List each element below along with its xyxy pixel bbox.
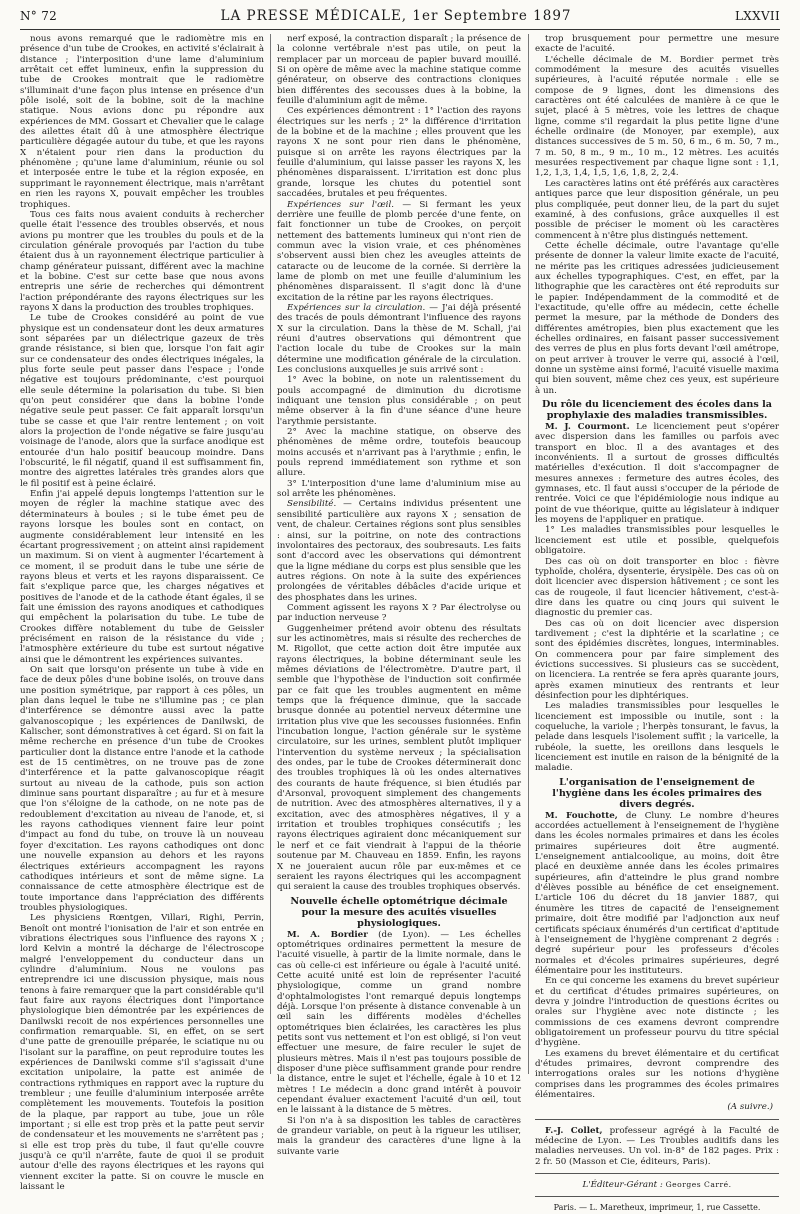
paragraph-text: — Certains individus présentent une sensibilité particulière aux rayons X ; sensation de vent, de chaleur. Certaines régions sont plus sensibles : ainsi, sur la poitrine, on note des contractions involontaires des pectoraux, des soubresauts. Les faits sont d'accord avec les observations qui démontrent que la ligne médiane du corps est plus sensible que les autres régions. On note à la suite des expériences prolongées de véritables débâcles d'acide urique et des phosphates dans les urines. bbox=[277, 499, 521, 603]
header-rule bbox=[20, 29, 780, 30]
printer-imprint: Paris. — L. Maretheux, imprimeur, 1, rue Cassette. bbox=[553, 1203, 761, 1213]
paragraph-text: — J'ai déjà présenté des tracés de pouls démontrant l'influence des rayons X sur la circulation. Dans la thèse de M. Schall, j'ai réuni d'autres observations qui démontrent que l'action locale du tube de Crookes sur la main détermine une modification générale de la circulation. Les conclusions auxquelles je suis arrivé sont : bbox=[277, 302, 521, 375]
paragraph bbox=[535, 811, 779, 977]
paragraph: 1° Avec la bobine, on note un ralentissement du pouls accompagné de diminution du dicrotisme indiquant une tension plus considérable ; on peut même observer à la fin d'une séance d'une heure l'arythmie persistante. bbox=[277, 375, 521, 427]
paragraph: Des cas où on doit transporter en bloc : fièvre typhoïde, choléra, dysenterie, érysipèle. Des cas où on doit licencier avec dispersion hâtivement ; ce sont les cas de rougeole, il faut licencier hâtivement, c'est-à-dire dans les quatre ou cinq jours qui suivent le diagnostic du premier cas. bbox=[535, 556, 779, 619]
paragraph: En ce qui concerne les examens du brevet supérieur et du certificat d'études primaires supérieures, on devra y joindre l'introduction de questions écrites ou orales sur l'hygiène avec note distincte ; les commissions de ces examens devront comprendre obligatoirement un professeur pourvu du titre spécial d'hygiène. bbox=[535, 976, 779, 1049]
paragraph: Si l'on n'a à sa disposition les tables de caractères de grandeur variable, on peut à la rigueur les utiliser, mais la grandeur des caractères d'une ligne à la suivante varie bbox=[277, 1115, 521, 1157]
publisher-label: L'Éditeur-Gérant : bbox=[582, 1180, 663, 1191]
paragraph: nerf exposé, la contraction disparaît ; la présence de la colonne vertébrale n'est pas utile, on peut la remplacer par un morceau de papier buvard mouillé. Si on opère de même avec la machine statique comme générateur, on observe des contractions cloniques bien différentes des secousses dues à la bobine, la feuille d'aluminium agit de même. bbox=[277, 34, 521, 107]
author-name: F.-J. Collet, bbox=[545, 1125, 603, 1136]
paragraph bbox=[535, 1126, 779, 1167]
column-divider bbox=[528, 34, 529, 1074]
folio-number: LXXVII bbox=[734, 9, 780, 23]
paragraph bbox=[277, 930, 521, 1116]
paragraph: trop brusquement pour permettre une mesure exacte de l'acuité. bbox=[535, 34, 779, 55]
section-rule bbox=[535, 1119, 779, 1120]
paragraph: Les caractères latins ont été préférés aux caractères antiques parce que leur disposition générale, un peu plus compliquée, peut donner lieu, de la part du sujet examiné, à des confusions, grâce auxquelles il est possible de préciser le moment où les caractères commencent à n'être plus distingués nettement. bbox=[535, 178, 779, 241]
journal-title: LA PRESSE MÉDICALE, 1er Septembre 1897 bbox=[220, 8, 572, 24]
column-middle bbox=[277, 34, 521, 1157]
paragraph bbox=[277, 303, 521, 375]
section-heading: Du rôle du licenciement des écoles dans la prophylaxie des maladies transmissibles. bbox=[542, 399, 772, 422]
paragraph bbox=[277, 200, 521, 303]
column-right bbox=[535, 34, 780, 1213]
paragraph: Enfin j'ai appelé depuis longtemps l'attention sur le moyen de régler la machine statique avec des déterminateurs à boules ; si le tube émet peu de rayons lorsque les boules sont en contact, on augmente considérablement leur intensité en les écartant progressivement ; on atteint ainsi rapidement un maximum. Si on vient à augmenter l'écartement à ce moment, il se produit dans le tube une série de rayons bleus et verts et les rayons disparaissent. Ce fait s'explique parce que, les charges négatives et positives de l'anode et de la cathode étant égales, il se fait une émission des rayons anodiques et cathodiques qui empêchent la polarisation du tube. Le tube de Crookes diffère notablement du tube de Geissler précisément en raison de la résistance du vide ; l'atmosphère extérieure du tube est surtout négative ainsi que le démontrent les expériences suivantes. bbox=[20, 489, 264, 665]
section-heading: L'organisation de l'enseignement de l'hygiène dans les écoles primaires des divers degrés. bbox=[552, 776, 762, 810]
paragraph: Des cas où on doit licencier avec dispersion tardivement ; c'est la diphtérie et la scarlatine ; ce sont des épidémies discrètes, longues, interminables. On commencera pour par faire simplement des évictions successives. Si plusieurs cas se succèdent, on licenciera. La rentrée se fera après quarante jours, après examen minutieux des rentrants et leur désinfection pour les diphtériques. bbox=[535, 618, 779, 701]
paragraph: Les examens du brevet élémentaire et du certificat d'études primaires, devront comprendre des interrogations orales sur les notions d'hygiène comprises dans les programmes des écoles primaires élémentaires. bbox=[535, 1048, 779, 1100]
paragraph: 3° L'interposition d'une lame d'aluminium mise au sol arrête les phénomènes. bbox=[277, 478, 521, 500]
section-lead: Expériences sur l'œil. bbox=[287, 199, 395, 210]
paragraph-text: de Cluny. Le nombre d'heures accordées actuellement à l'enseignement de l'hygiène dans les écoles normales primaires et dans les écoles primaires supérieures doit être augmenté. L'enseignement antialcoolique, au moins, doit être placé en deuxième année dans les écoles primaires supérieures, afin d'atteindre le plus grand nombre d'élèves possible au bénéfice de cet enseignement. L'article 106 du décret du 18 janvier 1887, qui énumère les titres de capacité de l'enseignement primaire, doit être modifié par l'adjonction aux neuf certificats spéciaux énumérés d'un certificat d'aptitude à l'enseignement de l'hygiène comprenant 2 degrés : degré supérieur pour les professeurs d'écoles normales et d'écoles primaires supérieures, degré élémentaire pour les instituteurs. bbox=[535, 810, 779, 976]
paragraph: Les maladies transmissibles pour lesquelles le licenciement est impossible ou inutile, sont : la coqueluche, la variole ; l'herpès tonsurant, le favus, la pelade dans lesquels l'isolement suffit ; la varicelle, la rubéole, la suette, les oreillons dans lesquels le licenciement est inutile en raison de la bénignité de la maladie. bbox=[535, 701, 779, 774]
section-lead: Expériences sur la circulation. bbox=[287, 302, 426, 313]
column-divider bbox=[270, 34, 271, 1074]
paragraph: Les physiciens Rœntgen, Villari, Righi, Perrin, Benoît ont montré l'ionisation de l'air et son entrée en vibrations électriques sous l'influence des rayons X ; lord Kelvin a montré la décharge de l'électroscope malgré l'enveloppement du conducteur dans un cylindre d'aluminium. Nous ne voulons pas entreprendre ici une discussion physique, mais nous tenons à faire remarquer que la part considérable qu'il faut faire aux rayons électriques dont l'importance physiologique bien démontrée par les expériences de Danilwski recoit de nos expériences personnelles une confirmation remarquable. Si, en effet, on se sert d'une patte de grenouille préparée, le sciatique nu ou l'isolant sur la paraffine, on peut reproduire toutes les expériences de Danilwski comme s'il s'agissait d'une excitation unipolaire, la patte est animée de contractions rythmiques en rapport avec la rupture du trembleur ; une feuille d'aluminium interposée arrête complètement les mouvements. Toutefois la position de la plaque, par rapport au tube, joue un rôle important ; si elle est trop près et la patte peut servir de condensateur et les mouvements ne s'arrêtent pas ; si elle est trop près du tube, il faut qu'elle couvre jusqu'à ce qu'il n'arrête, faute de quoi il se produit autour d'elle des rayons électriques et les rayons qui viennent exciter la patte. Si on couvre le muscle en laissant le bbox=[20, 913, 264, 1193]
paragraph: Guggenheimer prétend avoir obtenu des résultats sur les actinomètres, mais si résulte des recherches de M. Rigollot, que cette action doit être imputée aux rayons électriques, la bobine déterminant seule les mêmes déviations de l'électromètre. D'autre part, il semble que l'hypothèse de l'induction soit confirmée par ce fait que les troubles augmentent en même temps que la fréquence diminue, que la saccade brusque donnée au potentiel nerveux détermine une irritation plus vive que les secousses fusionnées. Enfin l'incubation longue, l'action générale sur le système circulatoire, sur les urines, semblent plutôt impliquer l'intervention du système nerveux ; la spécialisation des ondes, par le tube de Crookes déterminerait donc des troubles trophiques là où les ondes alternatives des courants de haute fréquence, si bien étudiés par d'Arsonval, provoquent simplement des changements de nutrition. Avec des atmosphères alternatives, il y a excitation, avec des atmosphères négatives, il y a irritation et troubles trophiques consécutifs ; les rayons électriques agiraient donc mécaniquement sur le nerf et ce fait viendrait à l'appui de la théorie soutenue par M. Chauveau en 1859. Enfin, les rayons X ne joueraient aucun rôle par eux-mêmes et ce seraient les rayons électriques qui les accompagnent qui seraient la cause des troubles trophiques observés. bbox=[277, 623, 521, 893]
article-columns bbox=[20, 34, 780, 1213]
column-left bbox=[20, 34, 265, 1193]
page-number: N° 72 bbox=[20, 9, 58, 23]
paragraph: Cette échelle décimale, outre l'avantage qu'elle présente de donner la valeur limite exacte de l'acuité, ne mérite pas les critiques adressées judicieusement aux échelles typographiques. C'est, en effet, par la lithographie que les caractères ont été reproduits sur le papier. Indépendamment de la commodité et de l'exactitude, qu'elle offre au médecin, cette échelle permet la mesure, par la méthode de Donders des différentes amétropies, bien plus exactement que les échelles ordinaires, en faisant passer successivement des verres de plus en plus forts devant l'œil amétrope, on peut arriver à trouver le verre qui, associé à l'œil, donne un système ainsi formé, l'acuité visuelle maxima qui bien souvent, même chez ces yeux, est supérieure à un. bbox=[535, 240, 779, 396]
section-heading: Nouvelle échelle optométrique décimale pour la mesure des acuités visuelles physiologiques. bbox=[290, 895, 508, 929]
page-header bbox=[20, 8, 780, 30]
paragraph bbox=[535, 422, 779, 525]
section-rule bbox=[535, 1196, 779, 1197]
paragraph: Ces expériences démontrent : 1° l'action des rayons électriques sur les nerfs ; 2° la différence d'irritation de la bobine et de la machine ; elles prouvent que les rayons X ne sont pour rien dans le phénomène, puisque si on arrête les rayons électriques par la feuille d'aluminium, qui laisse passer les rayons X, les phénomènes disparaissent. L'irritation est donc plus grande, lorsque les chutes du potentiel sont saccadées, brutales et peu fréquentes. bbox=[277, 106, 521, 200]
paragraph: Le tube de Crookes considéré au point de vue physique est un condensateur dont les deux armatures sont séparées par un diélectrique gazeux de très grande résistance, si bien que, lorsque l'on fait agir sur ce condensateur des ondes électriques inégales, la plus forte seule peut passer dans l'espace ; l'onde négative est toujours prédominante, c'est pourquoi elle seule détermine la polarisation du tube. Si bien qu'on peut considérer que dans la bobine l'onde négative seule peut passer. Ce fait apparaît lorsqu'un tube se casse et que l'air rentre lentement ; on voit alors la projection de l'onde négative se faire jusqu'au voisinage de l'anode, alors que la surface anodique est entourée d'un halo positif beaucoup moindre. Dans l'obscurité, le fil négatif, quand il est suffisamment fin, montre des aigrettes latérales très grandes alors que le fil positif est à peine éclairé. bbox=[20, 313, 264, 489]
paragraph-text: professeur agrégé à la Faculté de médecine de Lyon. — Les Troubles auditifs dans les maladies nerveuses. Un vol. in-8° de 182 pages. Prix : 2 fr. 50 (Masson et Cie, éditeurs, Paris). bbox=[535, 1125, 779, 1167]
paragraph-text: — Si fermant les yeux derrière une feuille de plomb percée d'une fente, on fait fonctionner un tube de Crookes, on perçoit nettement des battements lumineux qui n'ont rien de commun avec la vision vraie, et ces phénomènes s'observent aussi bien chez les aveugles atteints de cataracte ou de leucome de la cornée. Si derrière la lame de plomb on met une feuille d'aluminium les phénomènes disparaissent. Il s'agit donc là d'une excitation de la rétine par les rayons électriques. bbox=[277, 199, 521, 303]
paragraph: L'échelle décimale de M. Bordier permet très commodément la mesure des acuités visuelles supérieures, à l'acuité réputée normale : elle se compose de 9 lignes, dont les dimensions des caractères ont été calculées de manière à ce que le sujet, placé à 5 mètres, voie les lettres de chaque ligne, comme s'il regardait la plus petite ligne d'une échelle ordinaire (de Monoyer, par exemple), aux distances successives de 5 m. 50, 6 m., 6 m. 50, 7 m., 7 m. 50, 8 m., 9 m., 10 m., 12 mètres. Les acuités mesurées respectivement par chaque ligne sont : 1,1, 1,2, 1,3, 1,4, 1,5, 1,6, 1,8, 2, 2,4. bbox=[535, 54, 779, 179]
section-rule bbox=[535, 1173, 779, 1174]
paragraph-text: Le licenciement peut s'opérer avec dispersion dans les familles ou parfois avec transport en bloc. Il a des avantages et des inconvénients. Il a surtout de grosses difficultés matérielles d'exécution. Il doit s'accompagner de mesures annexes : fermeture des autres écoles, des gymnases, etc. Il faut aussi s'occuper de la période de rentrée. Voici ce que l'épidémiologie nous indique au point de vue théorique, quitte au législateur à indiquer les moyens de l'appliquer en pratique. bbox=[535, 422, 780, 526]
publisher-name: Georges Carré. bbox=[665, 1180, 732, 1190]
publisher-line bbox=[535, 1180, 779, 1190]
paragraph bbox=[277, 499, 521, 602]
section-lead: Sensibilité. bbox=[287, 499, 337, 510]
author-name: M. A. Bordier bbox=[287, 929, 368, 940]
author-name: M. Fouchotte, bbox=[545, 810, 618, 821]
paragraph: nous avons remarqué que le radiomètre mis en présence d'un tube de Crookes, en activité s'éclairait à distance ; l'interposition d'une lame d'aluminium arrêtait cet effet lumineux, enfin la suppression du tube de Crookes montrait que le radiomètre s'illuminait d'une façon plus intense en présence d'un pôle isolé, soit de la bobine, soit de la machine statique. Nous avions donc pu répondre aux expériences de MM. Gossart et Chevalier que le calage des ailettes était dû à une atmosphère électrique particulière dégagée autour du tube, et que les rayons X n'étaient pour rien dans la production du phénomène ; qu'une lame d'aluminium, réunie ou sol et interposée entre le tube et la région exposée, en supprimant le rayonnement électrique, mais n'arrêtant en rien les rayons X, pouvait empêcher les troubles trophiques. bbox=[20, 34, 265, 210]
book-notice bbox=[535, 1126, 779, 1167]
paragraph: 2° Avec la machine statique, on observe des phénomènes de même ordre, toutefois beaucoup moins accusés et n'arrivant pas à l'arythmie ; enfin, le pouls reprend immédiatement son rythme et son allure. bbox=[277, 427, 521, 479]
author-name: M. J. Courmont. bbox=[545, 422, 630, 433]
paragraph: On sait que lorsqu'on présente un tube à vide en face de deux pôles d'une bobine isolés, on trouve dans une position symétrique, par rapport à ces pôles, un plan dans lequel le tube ne s'illumine pas ; ce plan d'interférence se démontre aussi avec la patte galvanoscopique ; les expériences de Danilwski, de Kalischer, sont démonstratives à cet égard. Si on fait la même recherche en présence d'un tube de Crookes particulier dont la distance entre l'anode et la cathode est de 15 centimètres, on ne trouve pas de zone d'interférence et la patte galvanoscopique réagit surtout au niveau de la cathode, puis son action diminue sans pourtant disparaître ; au fur et à mesure que l'on s'éloigne de la cathode, on ne note pas de redoublement d'excitation au niveau de l'anode, et, si les rayons cathodiques viennent faire leur point d'impact au fond du tube, on trouve là un nouveau foyer d'excitation. Les rayons cathodiques ont donc une nouvelle expansion au dehors et les rayons électriques extérieurs accompagnent les rayons cathodiques intérieurs et sont de même signe. La connaissance de cette atmosphère électrique est de toute importance dans l'appréciation des différents troubles physiologiques. bbox=[20, 664, 264, 913]
paragraph-text: (de Lyon). — Les échelles optométriques ordinaires permettent la mesure de l'acuité visuelle, à partir de la limite normale, dans le cas où celle-ci est inférieure ou égale à l'acuité unité. Cette acuité unité est loin de représenter l'acuité physiologique, comme un grand nombre d'ophtalmologistes l'ont remarqué depuis longtemps déjà. Lorsque l'on présente à distance convenable à un œil sain les différents modèles d'échelles optométriques bien éclairées, les caractères les plus petits sont vus nettement et l'on est obligé, si l'on veut effectuer une mesure, de faire reculer le sujet de plusieurs mètres. Mais il n'est pas toujours possible de disposer d'une pièce suffisamment grande pour rendre la distance, entre le sujet et l'échelle, égale à 10 et 12 mètres ! Le médecin a donc grand intérêt à pouvoir cependant évaluer exactement l'acuité d'un œil, tout en le laissant à la distance de 5 mètres. bbox=[277, 929, 521, 1116]
to-be-continued: (A suivre.) bbox=[727, 1102, 773, 1113]
paragraph: Tous ces faits nous avaient conduits à rechercher quelle était l'essence des troubles observés, et nous avions pu montrer que les troubles du pouls et de la circulation générale provoqués par l'action du tube étaient dus à un rayonnement électrique particulier à champ générateur puissant, différent avec la machine et la bobine. C'est sur cette base que nous avons entrepris une série de recherches qui démontrent l'action prépondérante des rayons électriques sur les rayons X dans la production des troubles trophiques. bbox=[20, 209, 264, 313]
paragraph: Comment agissent les rayons X ? Par électrolyse ou par induction nerveuse ? bbox=[277, 602, 521, 624]
paragraph: 1° Les maladies transmissibles pour lesquelles le licenciement est utile et possible, quelquefois obligatoire. bbox=[535, 525, 779, 557]
